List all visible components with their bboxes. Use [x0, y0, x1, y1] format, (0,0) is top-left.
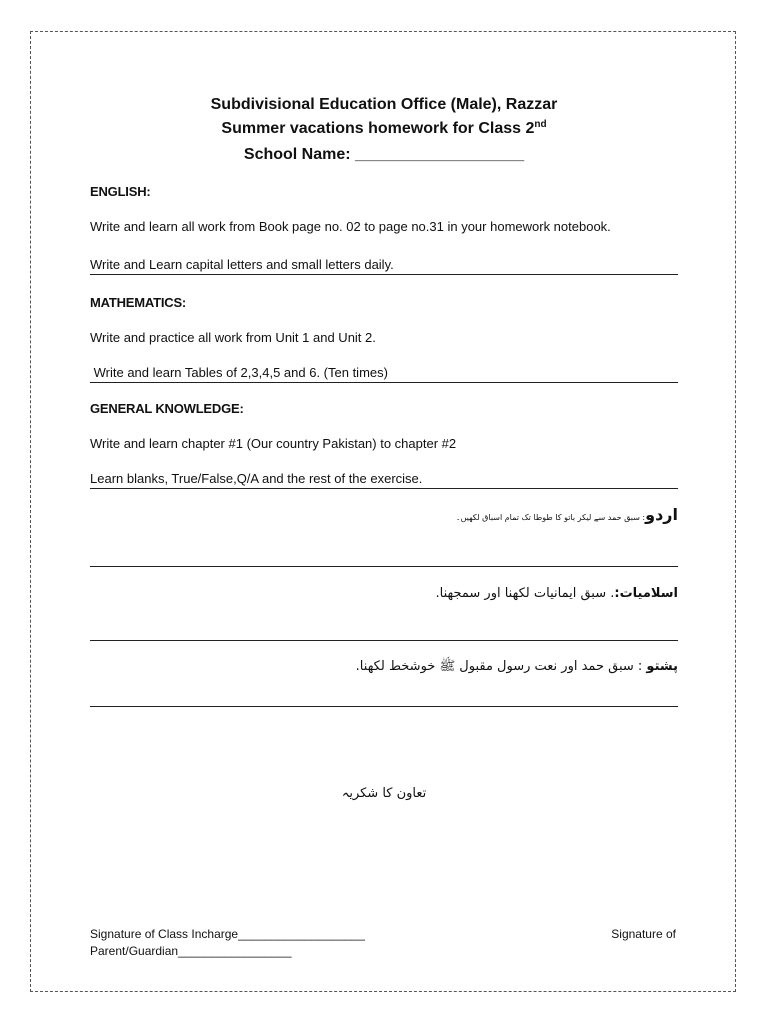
mathematics-rule: [90, 382, 678, 383]
urdu-line: [456, 505, 678, 524]
urdu-text: : سبق حمد سے لیکر باتو کا طوطا تک تمام اسباق لکھیں۔: [455, 513, 646, 522]
english-heading: ENGLISH:: [90, 184, 151, 199]
general-knowledge-rule: [90, 488, 678, 489]
class-incharge-signature: Signature of Class Incharge___________________: [90, 927, 365, 941]
office-title: Subdivisional Education Office (Male), Razzar: [210, 96, 558, 113]
english-rule: [90, 274, 678, 275]
urdu-label: اردو: [645, 505, 678, 524]
homework-title-text: Summer vacations homework for Class 2: [221, 120, 535, 137]
islamiyat-text: . سبق ایمانیات لکھنا اور سمجھنا.: [435, 586, 615, 601]
urdu-rule: [90, 566, 678, 567]
islamiyat-label: اسلامیات:: [614, 586, 678, 601]
homework-title: [0, 117, 768, 141]
thanks-note: تعاون کا شکریہ: [341, 786, 427, 801]
general-knowledge-line-2: Learn blanks, True/False,Q/A and the rest of the exercise.: [90, 471, 423, 486]
general-knowledge-line-1: Write and learn chapter #1 (Our country Pakistan) to chapter #2: [90, 436, 457, 451]
pashto-line: [356, 655, 678, 677]
pashto-text: : سبق حمد اور نعت رسول مقبول ﷺ خوشخط لکھنا.: [355, 659, 647, 674]
english-line-1: Write and learn all work from Book page no. 02 to page no.31 in your homework notebook.: [90, 219, 611, 234]
school-name-label: School Name: ___________________: [243, 146, 525, 163]
parent-guardian-signature: Parent/Guardian_________________: [90, 944, 292, 958]
islamiyat-line: [435, 582, 678, 601]
mathematics-line-1: Write and practice all work from Unit 1 and Unit 2.: [90, 330, 376, 345]
pashto-label: پشتو: [646, 659, 678, 674]
parent-signature-label: Signature of: [611, 927, 676, 941]
mathematics-line-2: Write and learn Tables of 2,3,4,5 and 6. (Ten times): [90, 365, 388, 380]
mathematics-heading: MATHEMATICS:: [90, 295, 187, 310]
pashto-rule: [90, 706, 678, 707]
homework-title-sup: nd: [534, 119, 547, 130]
islamiyat-rule: [90, 640, 678, 641]
general-knowledge-heading: GENERAL KNOWLEDGE:: [90, 401, 244, 416]
english-line-2: Write and Learn capital letters and small letters daily.: [90, 257, 394, 272]
